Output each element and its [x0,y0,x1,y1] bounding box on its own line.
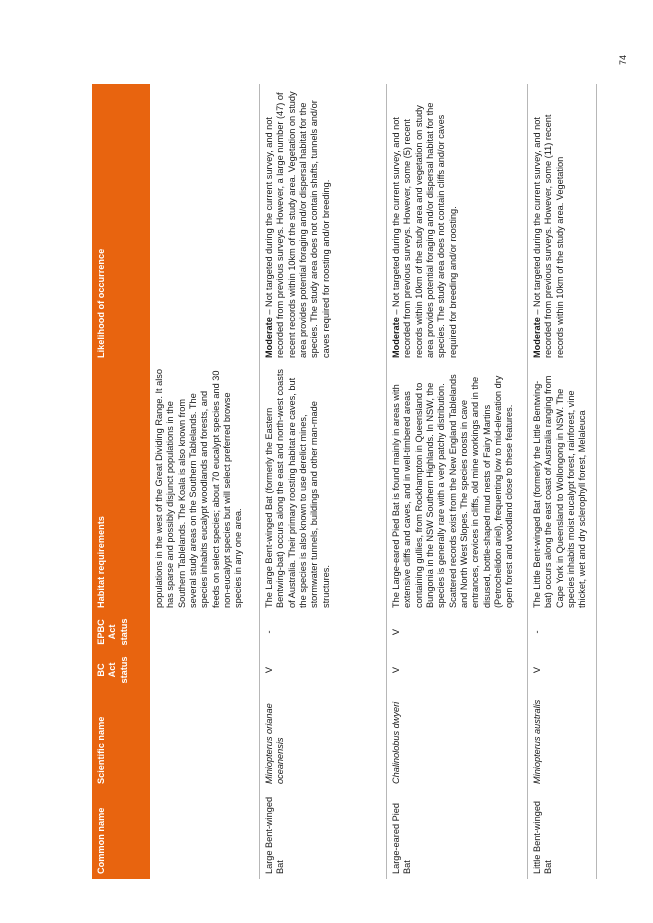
table-row [150,84,260,879]
cell-bc-status [150,651,260,689]
cell-likelihood [387,84,528,363]
cell-scientific-name: Chalinolobus dwyeri [387,689,528,789]
header-bc-act-status: BC Act status [92,651,150,689]
cell-likelihood [260,84,387,363]
cell-scientific-name [150,689,260,789]
cell-epbc-status: - [528,613,597,651]
likelihood-rating: Moderate [391,317,401,358]
cell-habitat: The Little Bent-winged Bat (formerly the Little Bentwing-bat) occurs along the east coast of Australia ranging from Cape York in Queensland to Wollongong in NSW. The species inhabits moist eucalypt forest, rainforest, vine thicket, wet and dry sclerophyll forest, Melaleuca [528,363,597,613]
header-habitat-requirements: Habitat requirements [92,363,150,613]
cell-common-name [150,789,260,879]
cell-common-name: Little Bent-winged Bat [528,789,597,879]
cell-habitat: The Large-eared Pied Bat is found mainly in areas with extensive cliffs and caves, and in well-timbered areas containing gullies, from Rockhampton in Queensland to Bungonia in the NSW Southern Highlands. In NSW, the species is generally rare with a very patchy distribution. Scattered records exist from the New England Tablelands and North West Slopes. The species roosts in cave entrances, crevices in cliffs, old mine workings and in the disused, bottle-shaped mud nests of Fairy Martins (Petrochelidon ariel), frequenting low to mid-elevation dry open forest and woodland close to these features. [387,363,528,613]
cell-likelihood [528,84,597,363]
likelihood-rating: Moderate [532,317,542,358]
cell-scientific-name: Miniopterus australis [528,689,597,789]
cell-epbc-status: - [260,613,387,651]
header-common-name: Common name [92,789,150,879]
cell-bc-status: V [260,651,387,689]
cell-likelihood [150,84,260,363]
likelihood-text: – Not targeted during the current survey, and not recorded from previous surveys. However, a large number (47) of recent records within 10km of the study area. Vegetation on study area provides potential foraging and/or dispersal habitat for the species. The study area does not contain shafts, tunnels and/or caves required for roosting and/or breeding. [264,91,331,358]
likelihood-text: – Not targeted during the current survey, and not recorded from previous surveys. However, some (5) recent records within 10km of the study area and vegetation on study area provides potential foraging and/or dispersal habitat for the species. The study area does not contain cliffs and/or caves required for breeding and/or roosting. [391,102,458,358]
cell-common-name: Large-eared Pied Bat [387,789,528,879]
table-header-row [92,84,150,879]
page-number: 74 [618,54,628,65]
cell-scientific-name: Miniopterus orianae oceanensis [260,689,387,789]
table-row [387,84,528,879]
header-likelihood: Likelihood of occurrence [92,84,150,363]
likelihood-text: – Not targeted during the current survey, and not recorded from previous surveys. However, some (11) recent records within 10km of the study area. Vegetation [532,114,565,358]
table-row [260,84,387,879]
cell-bc-status: V [528,651,597,689]
header-epbc-act-status: EPBC Act status [92,613,150,651]
cell-habitat: populations in the west of the Great Dividing Range. It also has sparse and possibly disjunct populations in the Southern Tablelands. The Koala is also known from several study areas on the Southern Tablelands. The species inhabits eucalypt woodlands and forests, and feeds on select species; about 70 eucalypt species and 30 non-eucalypt species but will select preferred browse species in any one area. [150,363,260,613]
cell-habitat: The Large Bent-winged Bat (formerly the Eastern Bentwing-bat) occurs along the east and north-west coasts of Australia. Their primary roosting habitat are caves, but the species is also known to use derelict mines, stormwater tunnels, buildings and other man-made structures. [260,363,387,613]
cell-epbc-status: V [387,613,528,651]
header-scientific-name: Scientific name [92,689,150,789]
cell-epbc-status [150,613,260,651]
table-row [528,84,597,879]
likelihood-rating: Moderate [264,317,274,358]
cell-common-name: Large Bent-winged Bat [260,789,387,879]
cell-bc-status: V [387,651,528,689]
species-table [92,84,597,879]
